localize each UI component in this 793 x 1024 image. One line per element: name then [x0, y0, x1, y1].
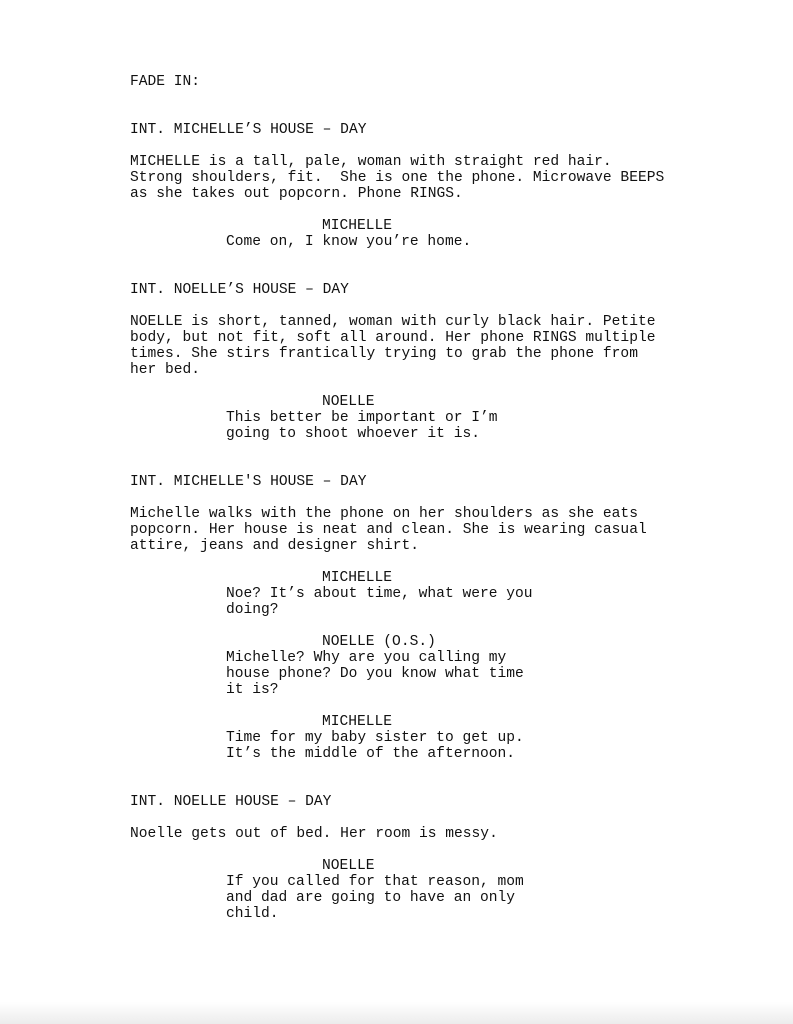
dialogue-line: Come on, I know you’re home. — [226, 234, 472, 250]
scene-heading: INT. MICHELLE’S HOUSE – DAY — [130, 122, 367, 138]
scene-heading: INT. MICHELLE'S HOUSE – DAY — [130, 474, 367, 490]
scene-heading: INT. NOELLE’S HOUSE – DAY — [130, 282, 349, 298]
action-text: MICHELLE is a tall, pale, woman with straight red hair. Strong shoulders, fit. She is one the phone. Microwave BEEPS as she takes out popcorn. Phone RINGS. — [130, 154, 665, 202]
dialogue-line: Michelle? Why are you calling my house phone? Do you know what time it is? — [226, 650, 524, 698]
transition: FADE IN: — [130, 74, 201, 90]
dialogue-line: Time for my baby sister to get up. It’s the middle of the afternoon. — [226, 730, 524, 762]
character-name: NOELLE (O.S.) — [322, 634, 436, 650]
character-name: MICHELLE — [322, 714, 393, 730]
character-name: NOELLE — [322, 858, 375, 874]
action-text: NOELLE is short, tanned, woman with curly black hair. Petite body, but not fit, soft all around. Her phone RINGS multiple times. She stirs frantically trying to grab the phone from her bed. — [130, 314, 656, 378]
page-bottom-edge — [0, 1002, 793, 1024]
dialogue-line: If you called for that reason, mom and dad are going to have an only child. — [226, 874, 524, 922]
scene-heading: INT. NOELLE HOUSE – DAY — [130, 794, 332, 810]
action-text: Michelle walks with the phone on her shoulders as she eats popcorn. Her house is neat and clean. She is wearing casual attire, jeans and designer shirt. — [130, 506, 647, 554]
character-name: NOELLE — [322, 394, 375, 410]
action-text: Noelle gets out of bed. Her room is messy. — [130, 826, 498, 842]
dialogue-line: Noe? It’s about time, what were you doing? — [226, 586, 533, 618]
character-name: MICHELLE — [322, 218, 393, 234]
dialogue-line: This better be important or I’m going to shoot whoever it is. — [226, 410, 498, 442]
character-name: MICHELLE — [322, 570, 393, 586]
